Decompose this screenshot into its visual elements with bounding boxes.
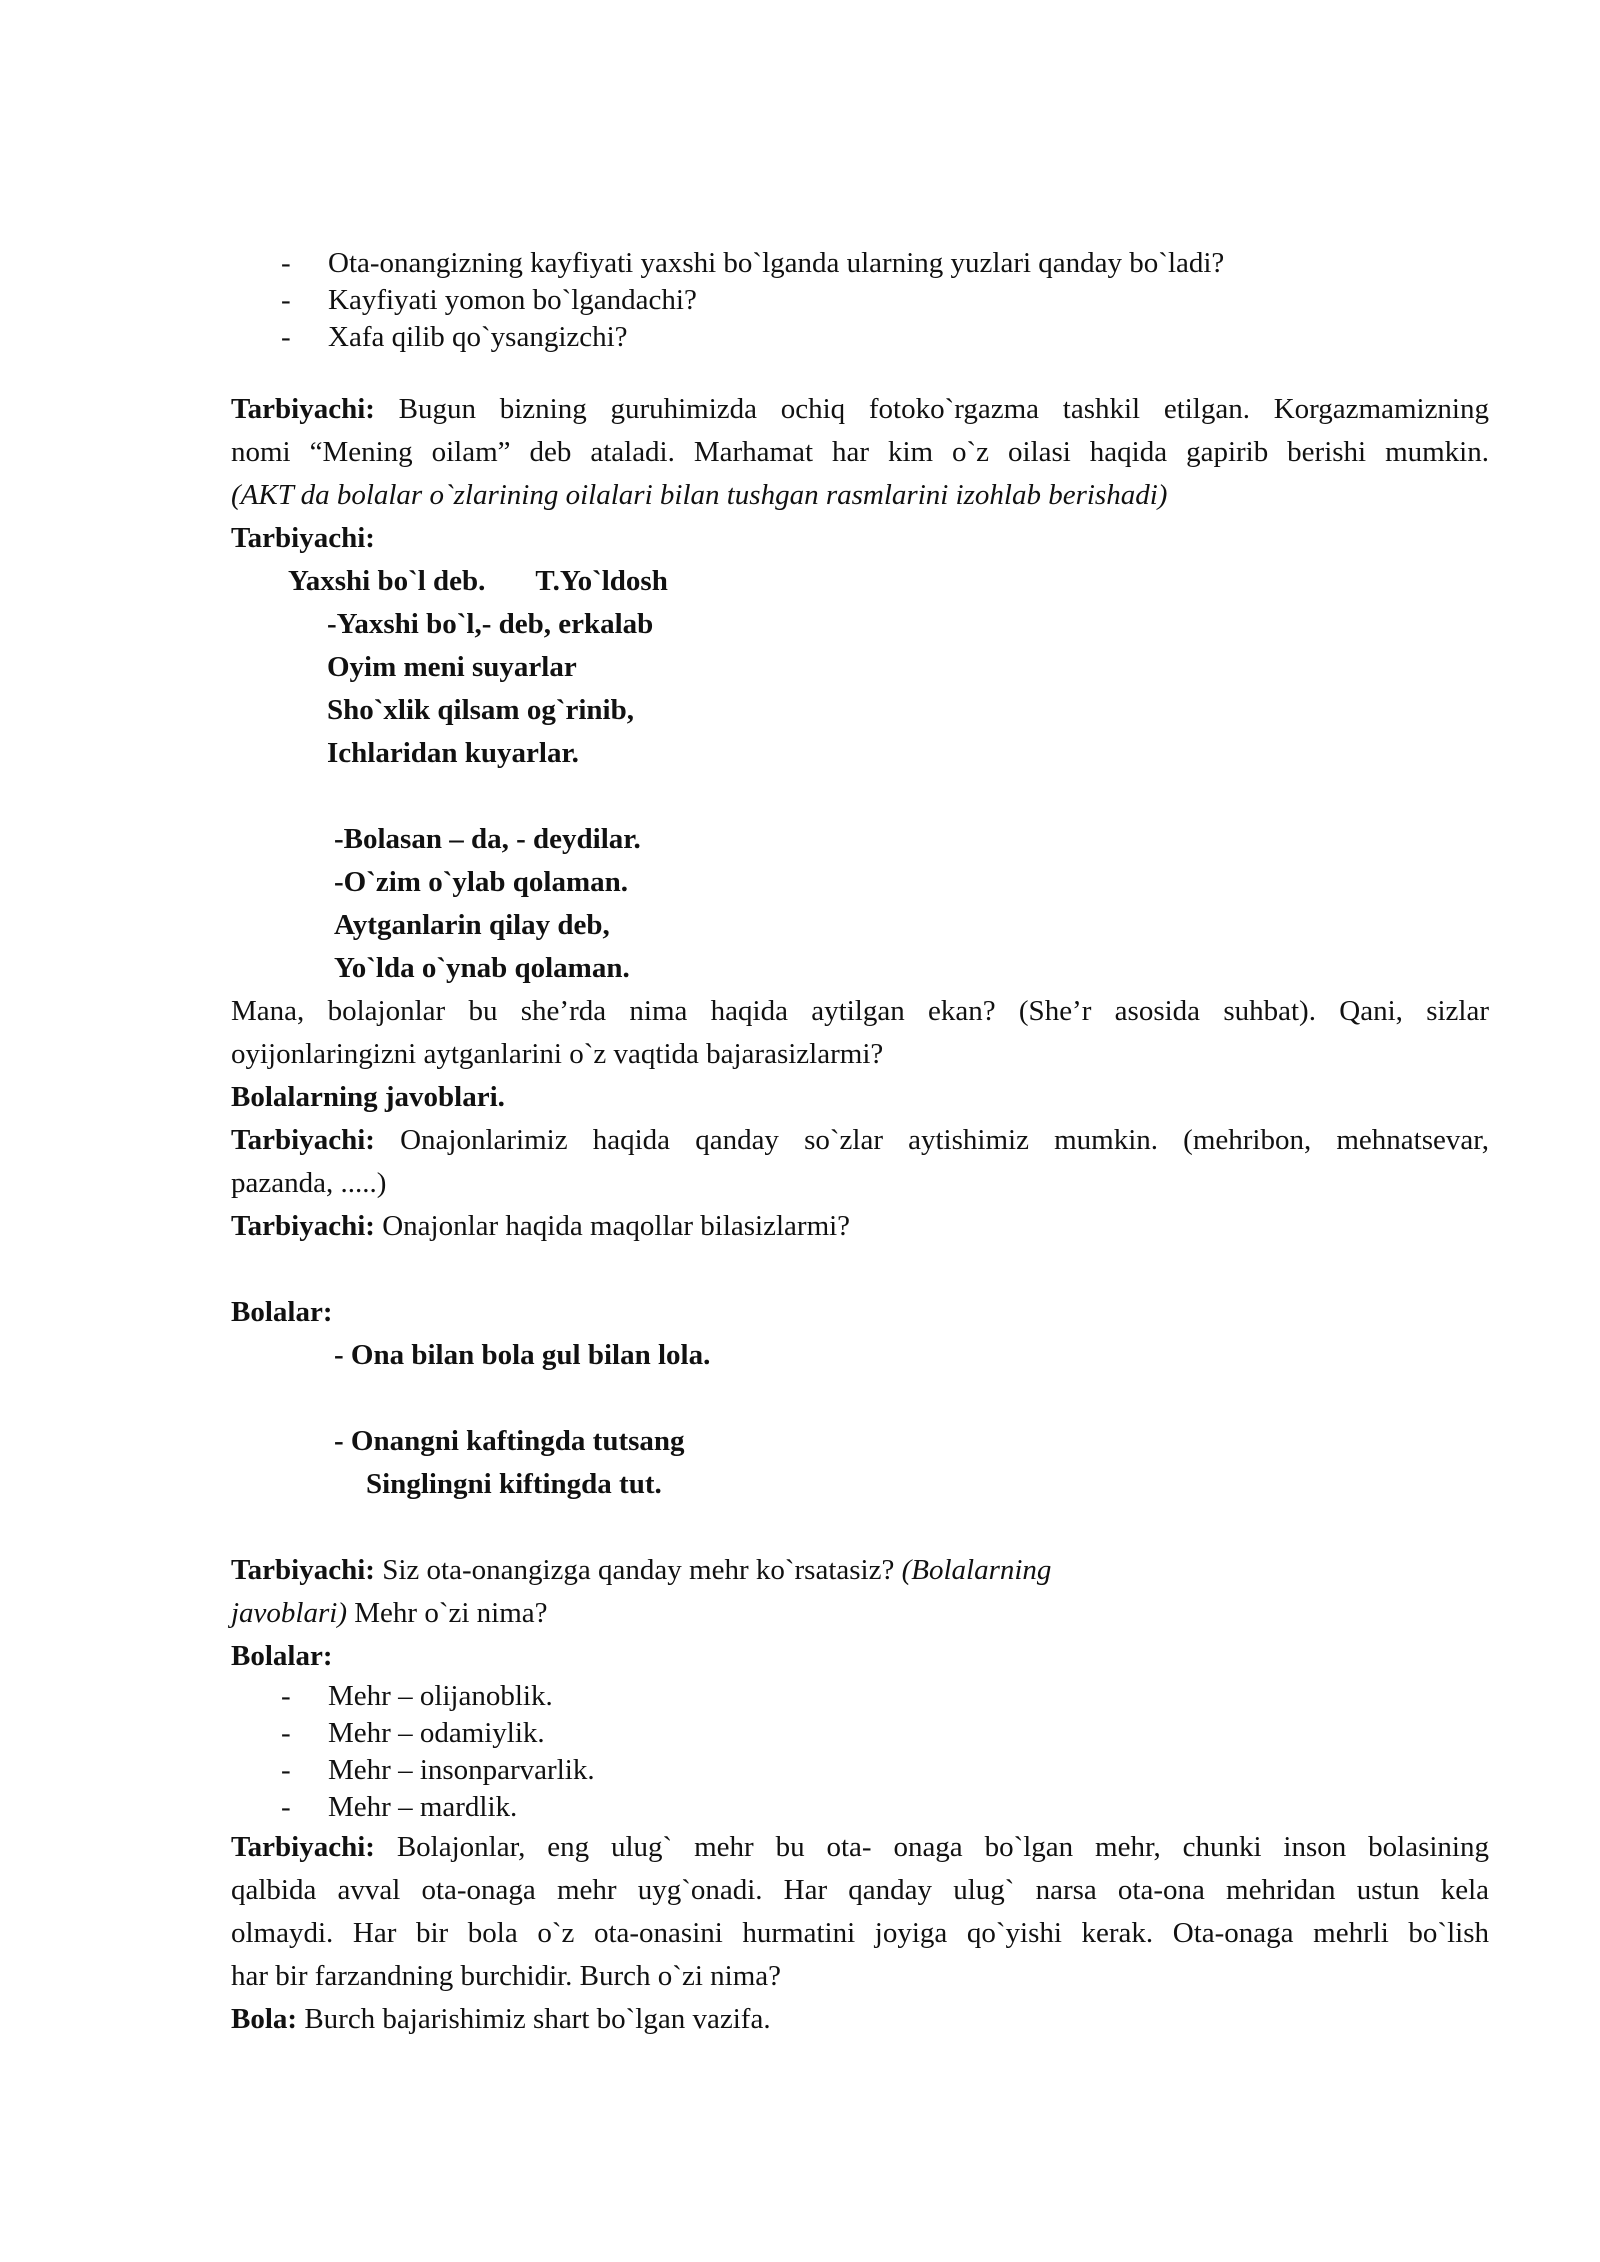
children-answers-label: Bolalarning javoblari. (231, 1081, 505, 1113)
speaker-label: Tarbiyachi: (231, 1831, 375, 1863)
list-marker: - (281, 284, 291, 316)
poem-line: Oyim meni suyarlar (327, 651, 577, 683)
list-marker: - (281, 321, 291, 353)
poem-line: -Bolasan – da, - deydilar. (334, 823, 641, 855)
paragraph-line: pazanda, .....) (231, 1167, 387, 1199)
paragraph-line: oyijonlaringizni aytganlarini o`z vaqtida bajarasizlarmi? (231, 1038, 884, 1070)
document-page (231, 245, 1489, 2041)
list-item: - Xafa qilib qo`ysangizchi? (231, 319, 1489, 356)
speaker-label: Tarbiyachi: (231, 522, 375, 554)
poem-author: T.Yo`ldosh (535, 565, 668, 597)
proverb-line: - Ona bilan bola gul bilan lola. (334, 1339, 711, 1371)
poem-line: Ichlaridan kuyarlar. (327, 737, 579, 769)
speaker-label: Bolalar: (231, 1296, 333, 1328)
speaker-label: Bola: (231, 2003, 298, 2035)
paragraph-line: javoblari) Mehr o`zi nima? (231, 1597, 548, 1629)
proverb-line: Singlingni kiftingda tut. (366, 1468, 662, 1500)
speaker-label: Tarbiyachi: (231, 1124, 375, 1156)
stage-note: (AKT da bolalar o`zlarining oilalari bilan tushgan rasmlarini izohlab berishadi) (231, 479, 1168, 511)
list-item: - Mehr – odamiylik. (231, 1715, 1489, 1752)
paragraph-line: har bir farzandning burchidir. Burch o`zi nima? (231, 1960, 781, 1992)
paragraph-line: Mana, bolajonlar bu she’rda nima haqida aytilgan ekan? (She’r asosida suhbat). Qani, sizlar (231, 995, 1489, 1027)
speaker-label: Tarbiyachi: (231, 1210, 375, 1242)
paragraph: Tarbiyachi: Siz ota-onangizga qanday mehr ko`rsatasiz? (Bolalarning (231, 1554, 1052, 1586)
list-marker: - (281, 1791, 291, 1823)
speaker-label: Bolalar: (231, 1640, 333, 1672)
list-item: - Ota-onangizning kayfiyati yaxshi bo`lganda ularning yuzlari qanday bo`ladi? (231, 245, 1489, 282)
intro-question-list (231, 245, 1489, 356)
paragraph-line: nomi “Mening oilam” deb ataladi. Marhamat har kim o`z oilasi haqida gapirib berishi mumkin. (231, 436, 1489, 468)
list-marker: - (281, 1680, 291, 1712)
speaker-label: Tarbiyachi: (231, 393, 375, 425)
list-item: - Mehr – mardlik. (231, 1789, 1489, 1826)
proverb-line: - Onangni kaftingda tutsang (334, 1425, 685, 1457)
list-item: - Mehr – insonparvarlik. (231, 1752, 1489, 1789)
poem-line: Yo`lda o`ynab qolaman. (334, 952, 630, 984)
speaker-label: Tarbiyachi: (231, 1554, 375, 1586)
paragraph: Tarbiyachi: Onajonlar haqida maqollar bilasizlarmi? (231, 1210, 851, 1242)
poem-line: -Yaxshi bo`l,- deb, erkalab (327, 608, 654, 640)
paragraph-line: olmaydi. Har bir bola o`z ota-onasini hurmatini joyiga qo`yishi kerak. Ota-onaga mehrli bo`lish (231, 1917, 1489, 1949)
paragraph: Tarbiyachi: Onajonlarimiz haqida qanday so`zlar aytishimiz mumkin. (mehribon, mehnatsevar, (231, 1124, 1489, 1156)
paragraph: Tarbiyachi: Bolajonlar, eng ulug` mehr bu ota- onaga bo`lgan mehr, chunki inson bolasining (231, 1831, 1489, 1863)
poem-line: Aytganlarin qilay deb, (334, 909, 610, 941)
list-item: - Mehr – olijanoblik. (231, 1678, 1489, 1715)
paragraph-line: qalbida avval ota-onaga mehr uyg`onadi. Har qanday ulug` narsa ota-ona mehridan ustun kela (231, 1874, 1489, 1906)
list-marker: - (281, 1717, 291, 1749)
poem-line: -O`zim o`ylab qolaman. (334, 866, 629, 898)
list-marker: - (281, 1754, 291, 1786)
list-marker: - (281, 247, 291, 279)
paragraph: Tarbiyachi: Bugun bizning guruhimizda ochiq fotoko`rgazma tashkil etilgan. Korgazmamizning (231, 393, 1489, 425)
poem-line: Sho`xlik qilsam og`rinib, (327, 694, 634, 726)
mehr-list (231, 1678, 1489, 1826)
list-item: - Kayfiyati yomon bo`lgandachi? (231, 282, 1489, 319)
poem-title: Yaxshi bo`l deb. T.Yo`ldosh (288, 565, 668, 597)
paragraph: Bola: Burch bajarishimiz shart bo`lgan vazifa. (231, 2003, 771, 2035)
